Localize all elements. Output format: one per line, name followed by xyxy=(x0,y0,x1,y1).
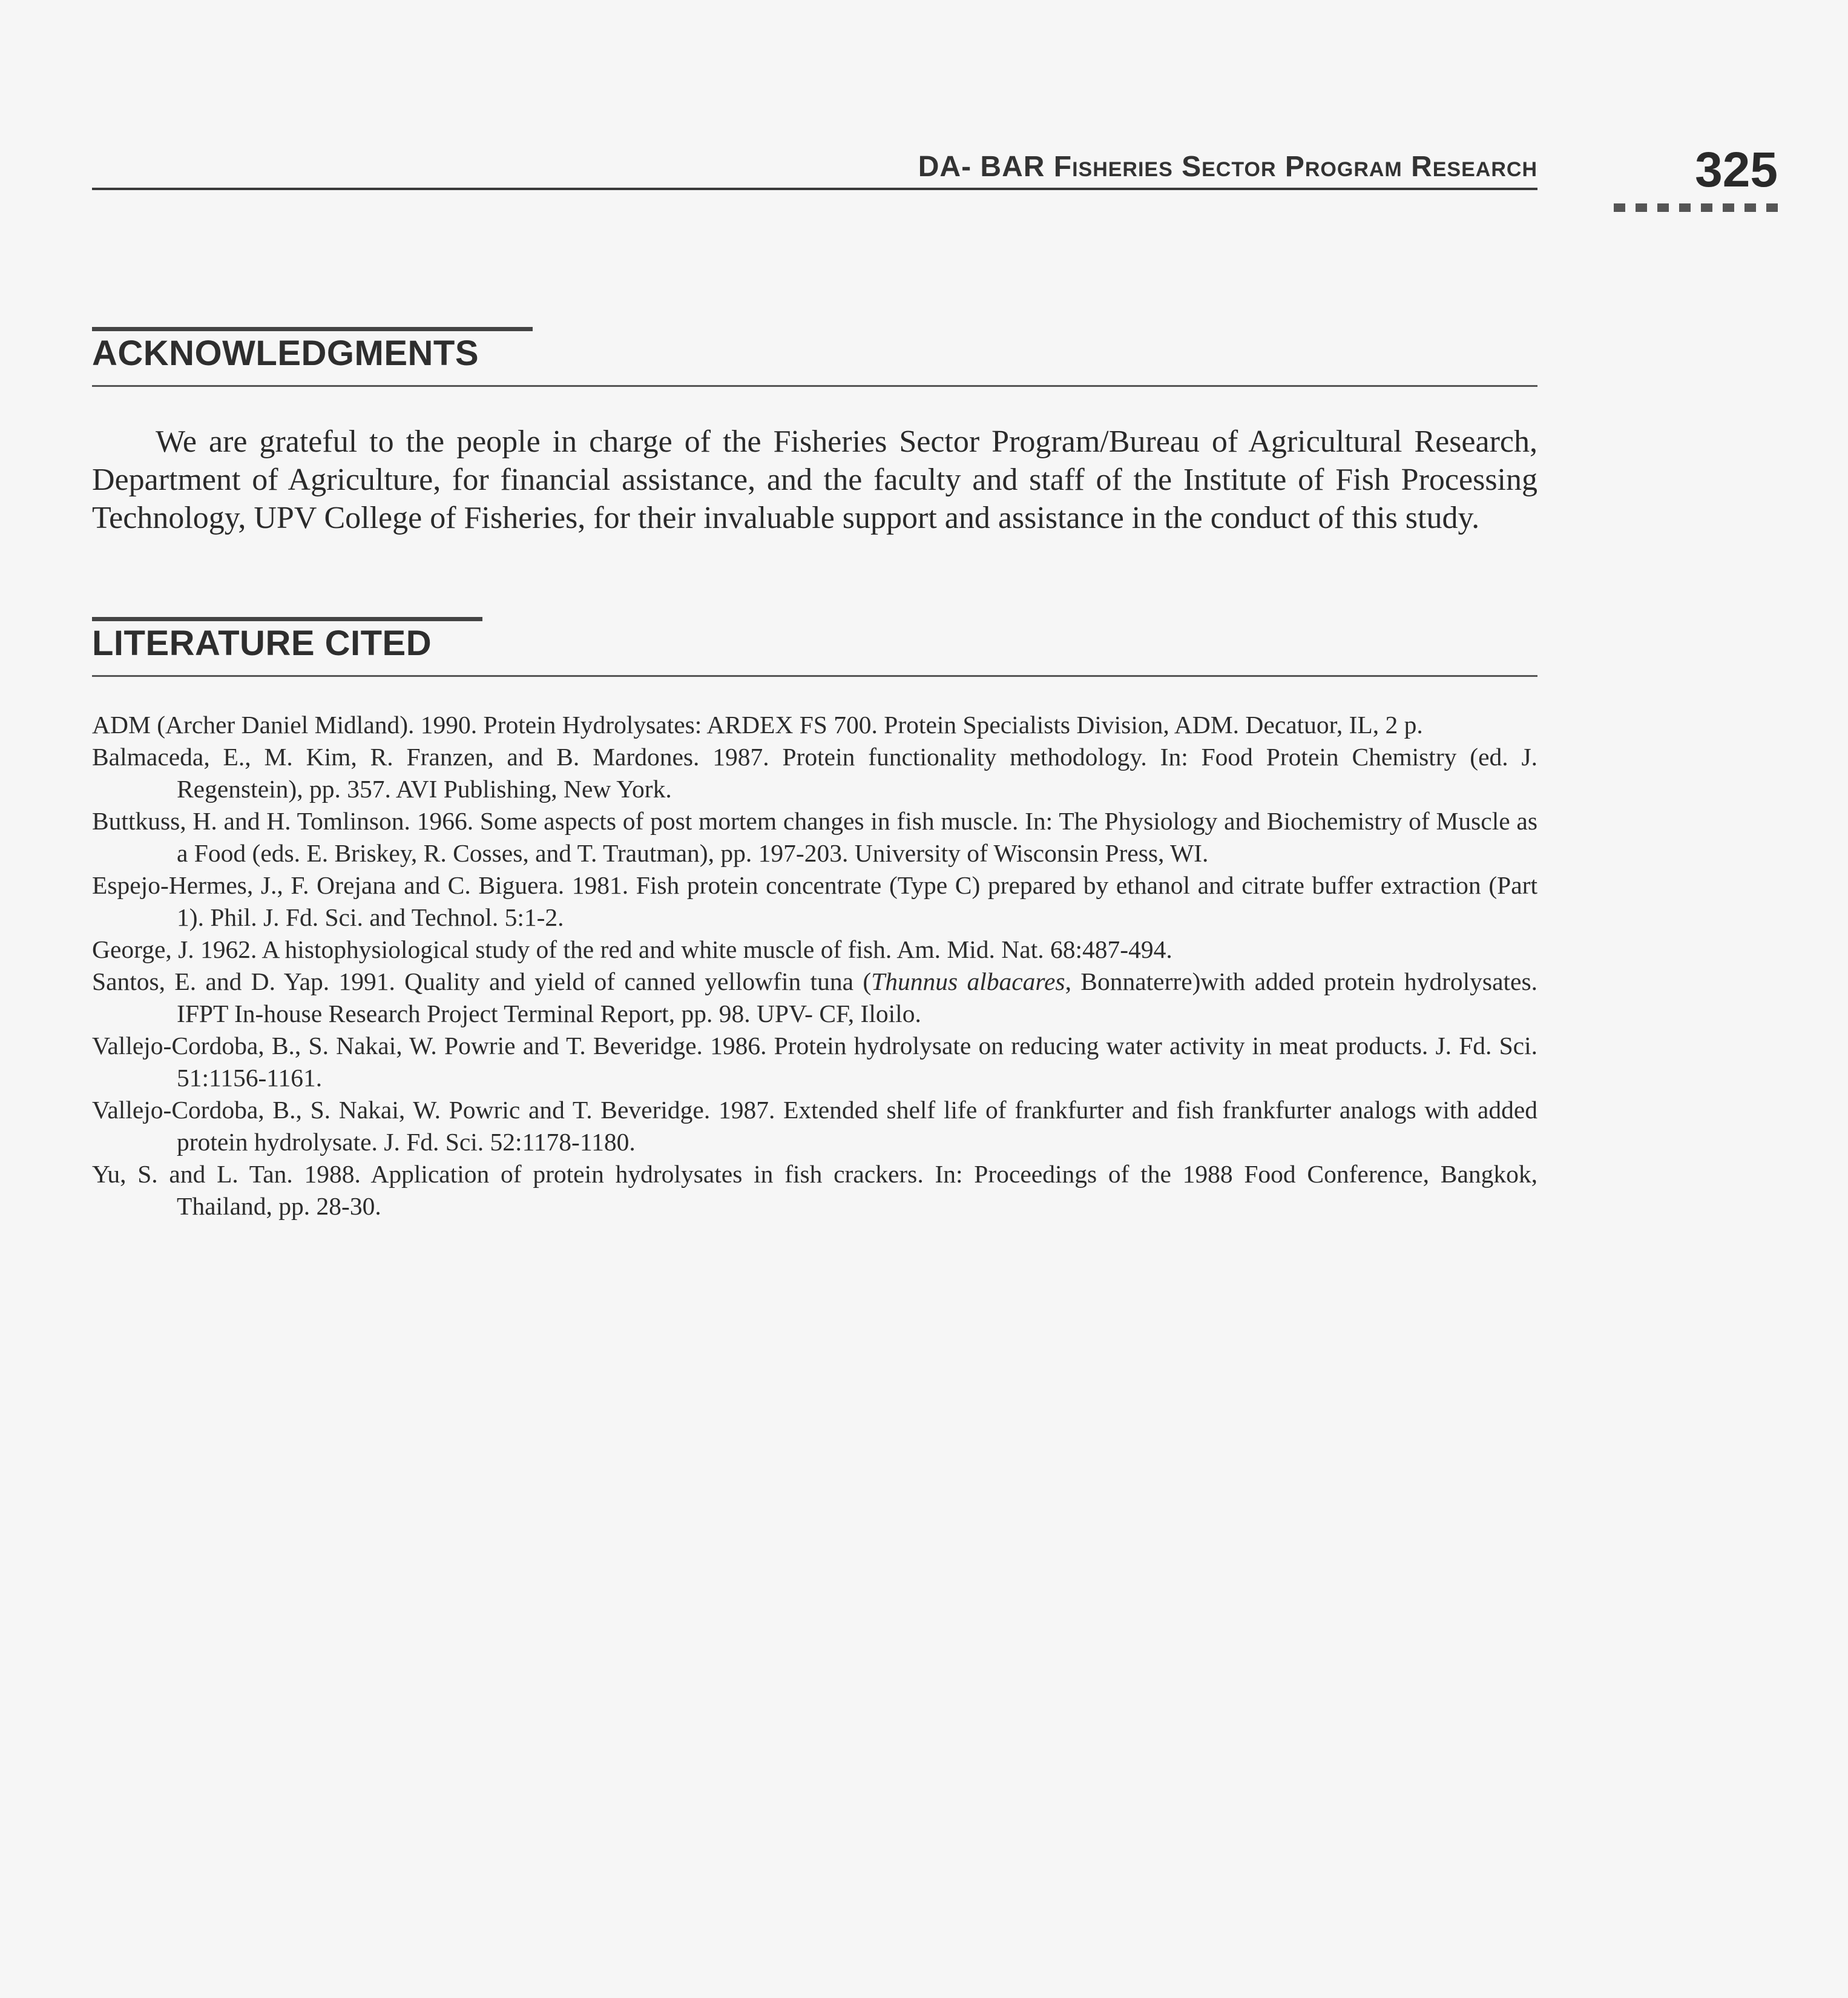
literature-heading: LITERATURE CITED xyxy=(92,624,432,663)
square-icon xyxy=(1679,203,1691,212)
reference-item: George, J. 1962. A histophysiological study of the red and white muscle of fish. Am. Mid. Nat. 68:487-494. xyxy=(92,935,1172,963)
acknowledgments-section xyxy=(92,327,1537,569)
literature-heading-block xyxy=(92,617,1537,678)
literature-section xyxy=(92,617,1537,1222)
reference-item: Espejo-Hermes, J., F. Orejana and C. Biguera. 1981. Fish protein concentrate (Type C) prepared by ethanol and citrate buffer extraction (Part 1). Phil. J. Fd. Sci. and Technol. 5:1-2. xyxy=(92,871,1537,931)
heading-bottom-rule xyxy=(92,385,1537,387)
heading-top-bar xyxy=(92,327,533,331)
reference-item: Buttkuss, H. and H. Tomlinson. 1966. Some aspects of post mortem changes in fish muscle. In: The Physiology and Biochemistry of Muscle as a Food (eds. E. Briskey, R. Cosses, and T. Trautman), pp. 197-203. University of Wisconsin Press, WI. xyxy=(92,807,1537,867)
heading-bottom-rule xyxy=(92,675,1537,677)
running-header xyxy=(92,142,1778,218)
reference-item: Vallejo-Cordoba, B., S. Nakai, W. Powrie and T. Beveridge. 1986. Protein hydrolysate on reducing water activity in meat products. J. Fd. Sci. 51:1156-1161. xyxy=(92,1032,1537,1092)
square-icon xyxy=(1636,203,1647,212)
square-icon xyxy=(1766,203,1778,212)
header-title-prefix: DA- BAR xyxy=(918,151,1045,183)
reference-item: Vallejo-Cordoba, B., S. Nakai, W. Powric and T. Beveridge. 1987. Extended shelf life of frankfurter and fish frankfurter analogs with added protein hydrolysate. J. Fd. Sci. 52:1178-1180. xyxy=(92,1096,1537,1156)
acknowledgments-heading-block xyxy=(92,327,1537,387)
decorative-square-row xyxy=(1614,203,1778,212)
reference-item: ADM (Archer Daniel Midland). 1990. Protein Hydrolysates: ARDEX FS 700. Protein Specialists Division, ADM. Decatuor, IL, 2 p. xyxy=(92,711,1423,739)
heading-top-bar xyxy=(92,617,482,621)
species-name: Thunnus albacares xyxy=(871,968,1065,995)
header-title-rest: Fisheries Sector Program Research xyxy=(1053,151,1537,183)
running-header-title xyxy=(918,150,1537,183)
square-icon xyxy=(1744,203,1756,212)
reference-item: Balmaceda, E., M. Kim, R. Franzen, and B. Mardones. 1987. Protein functionality methodology. In: Food Protein Chemistry (ed. J. Regenstein), pp. 357. AVI Publishing, New York. xyxy=(92,743,1537,803)
square-icon xyxy=(1614,203,1625,212)
reference-list xyxy=(92,709,1537,1222)
page-number: 325 xyxy=(1695,142,1778,197)
acknowledgments-paragraph: We are grateful to the people in charge of the Fisheries Sector Program/Bureau of Agricultural Research, Department of Agriculture, for financial assistance, and the faculty and staff of the Institute of Fish Processing Technology, UPV College of Fisheries, for their invaluable support and assistance in the conduct of this study. xyxy=(92,424,1537,535)
reference-text: Santos, E. and D. Yap. 1991. Quality and yield of canned yellowfin tuna ( xyxy=(92,968,872,995)
reference-text: , Bonnaterre)with added protein hydrolysates. IFPT In-house Research Project Terminal Report, pp. 98. UPV- CF, Iloilo. xyxy=(177,968,1537,1027)
square-icon xyxy=(1701,203,1712,212)
reference-item xyxy=(92,966,1537,1030)
reference-item: Yu, S. and L. Tan. 1988. Application of protein hydrolysates in fish crackers. In: Proceedings of the 1988 Food Conference, Bangkok, Thailand, pp. 28-30. xyxy=(92,1160,1537,1220)
square-icon xyxy=(1657,203,1669,212)
square-icon xyxy=(1723,203,1734,212)
header-rule xyxy=(92,188,1537,190)
acknowledgments-heading: ACKNOWLEDGMENTS xyxy=(92,334,479,373)
